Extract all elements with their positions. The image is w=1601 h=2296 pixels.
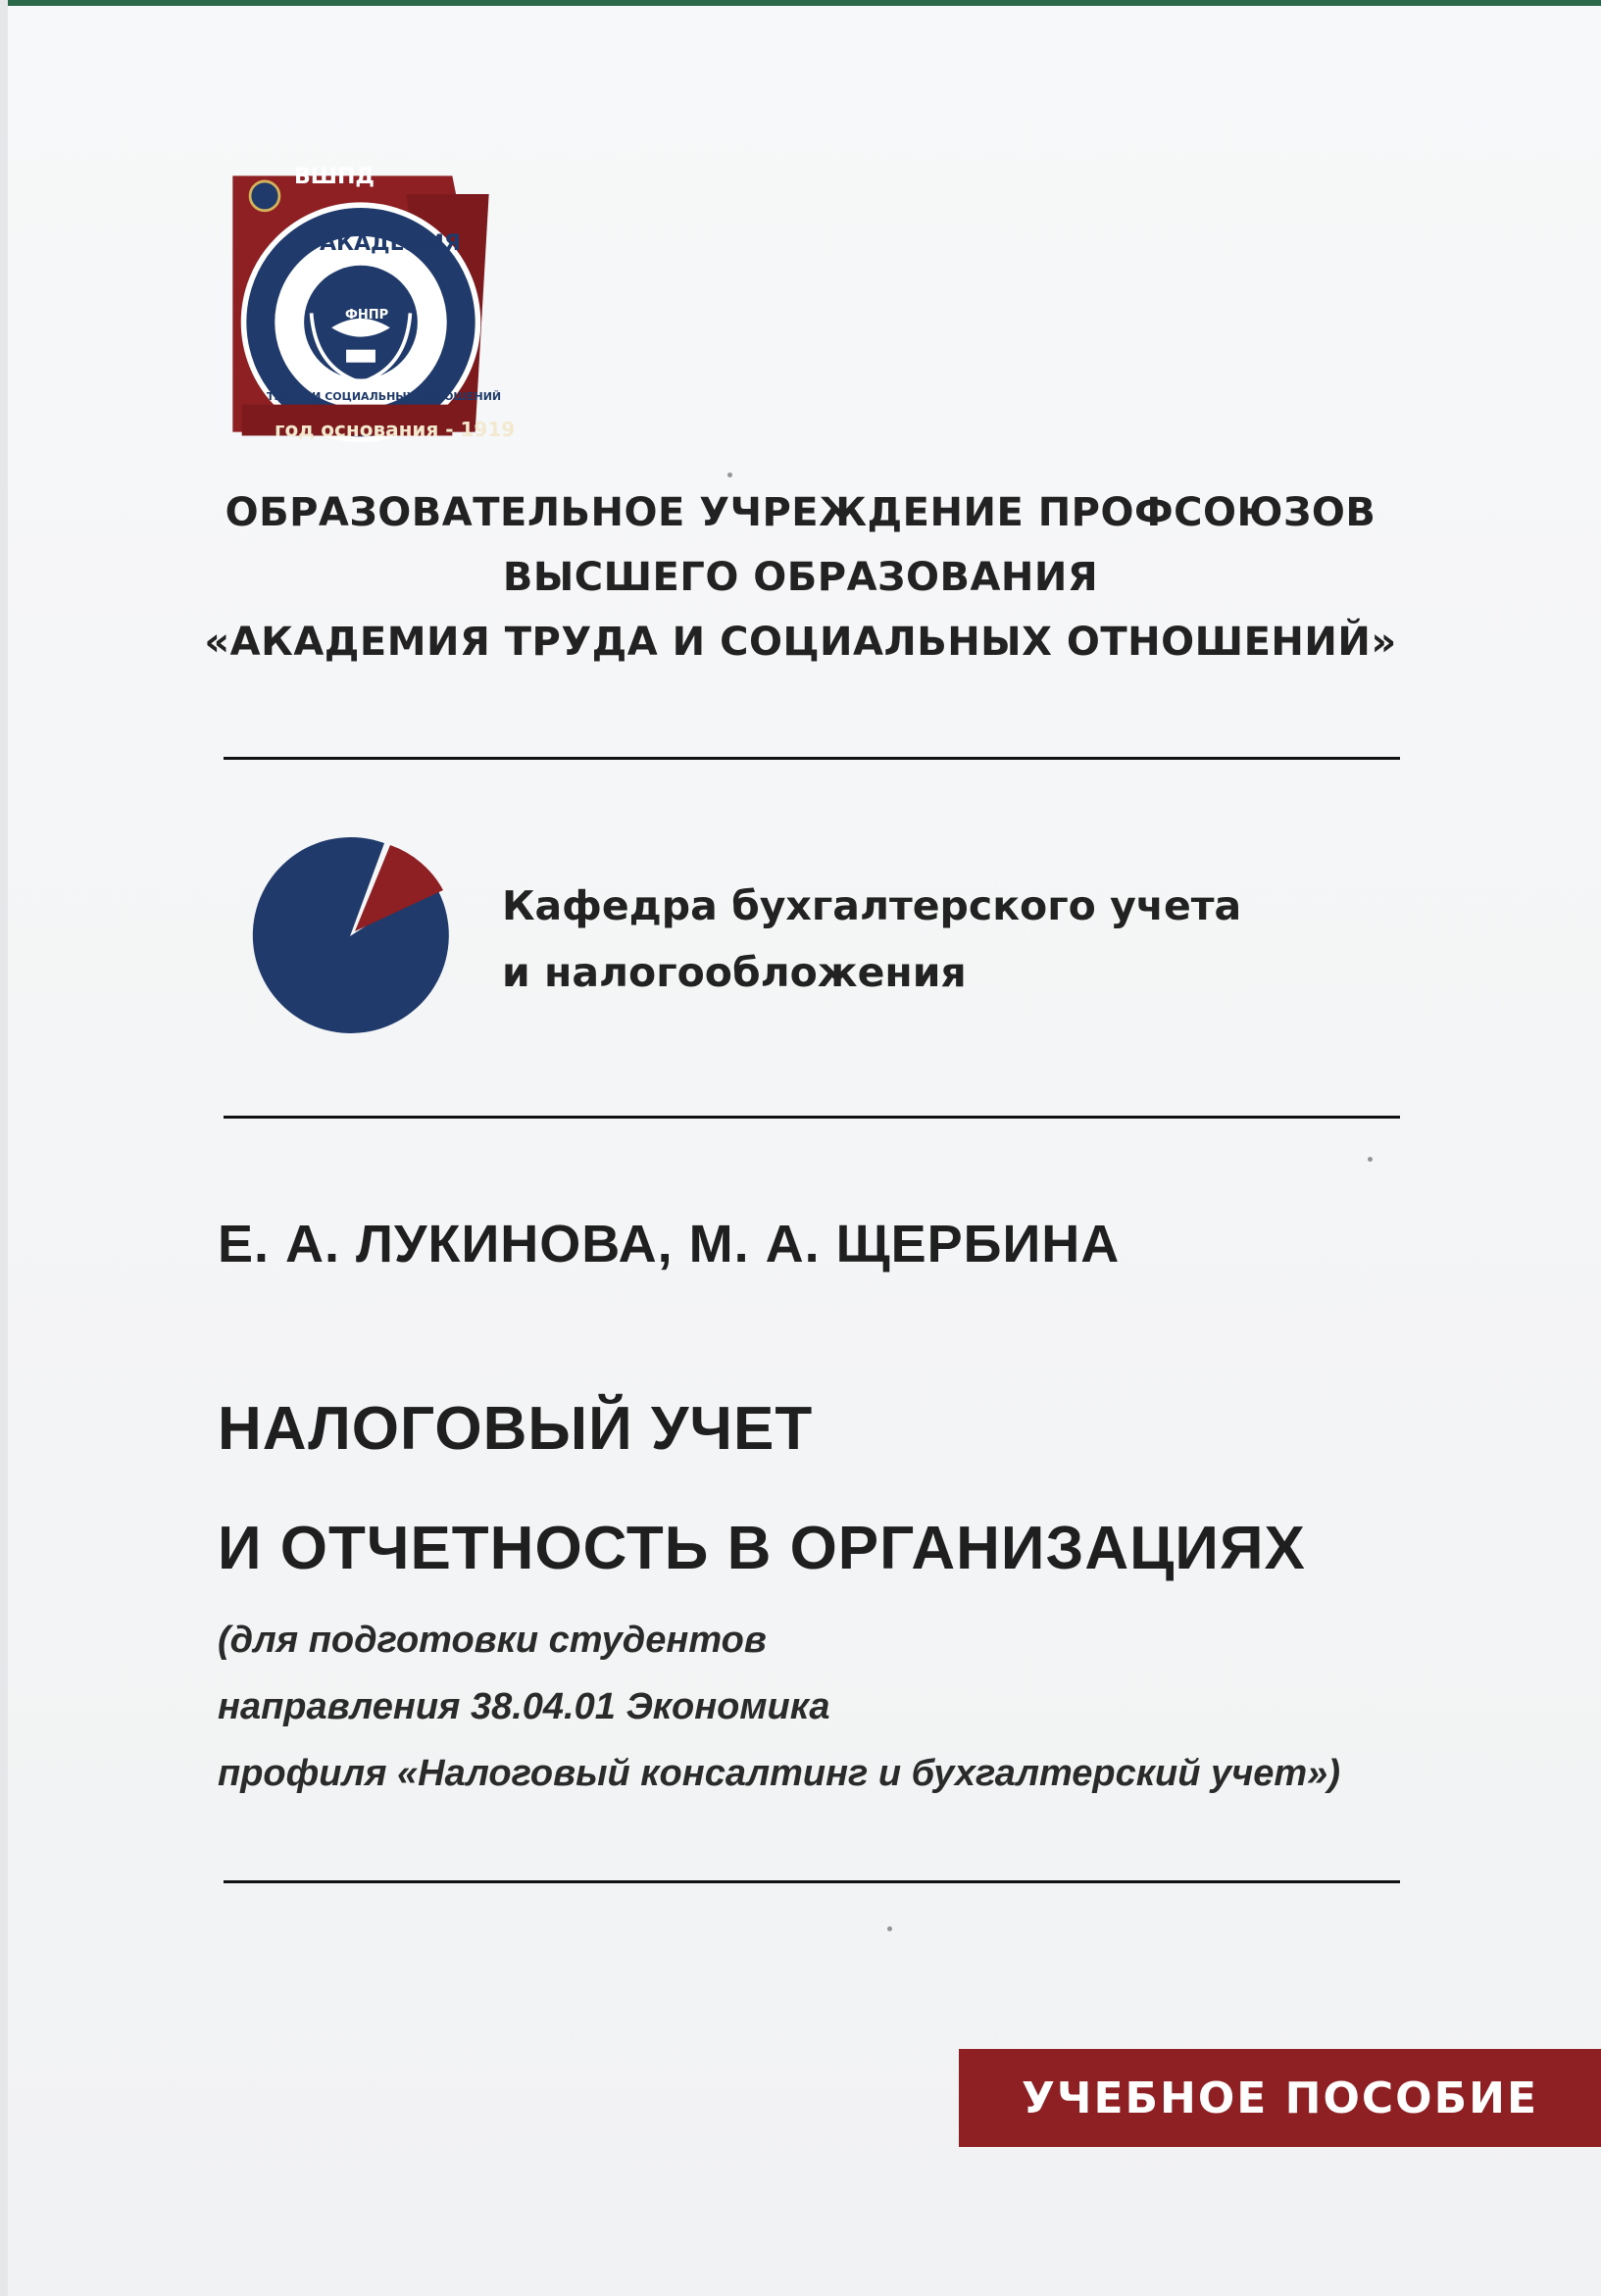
emblem-founded: год основания - 1919 xyxy=(275,418,516,441)
institution-line-1: ОБРАЗОВАТЕЛЬНОЕ УЧРЕЖДЕНИЕ ПРОФСОЮЗОВ xyxy=(225,490,1376,535)
department-line-2: и налогообложения xyxy=(502,949,967,996)
emblem-top-label: ВШПД xyxy=(294,165,375,189)
academy-emblem xyxy=(224,147,518,461)
divider-rule xyxy=(224,1116,1400,1119)
subtitle-line-1: (для подготовки студентов xyxy=(218,1620,767,1661)
department-line-1: Кафедра бухгалтерского учета xyxy=(502,882,1242,929)
print-speck xyxy=(727,473,732,477)
cover-left-edge xyxy=(0,0,8,2296)
subtitle-line-2: направления 38.04.01 Экономика xyxy=(218,1686,830,1727)
textbook-badge xyxy=(959,2049,1601,2147)
emblem-center-label: ФНПР xyxy=(345,308,389,323)
subtitle-line-3: профиля «Налоговый консалтинг и бухгалтерский учет») xyxy=(218,1753,1340,1794)
pie-chart-icon xyxy=(247,833,453,1039)
badge-label: УЧЕБНОЕ ПОСОБИЕ xyxy=(1021,2072,1539,2123)
institution-line-3: «АКАДЕМИЯ ТРУДА И СОЦИАЛЬНЫХ ОТНОШЕНИЙ» xyxy=(204,620,1397,665)
divider-rule xyxy=(224,757,1400,760)
print-speck xyxy=(1368,1157,1373,1162)
emblem-graphic xyxy=(224,147,498,461)
divider-rule xyxy=(224,1880,1400,1883)
emblem-ring-top: АКАДЕМИЯ xyxy=(320,231,461,256)
print-speck xyxy=(887,1926,892,1931)
authors: Е. А. ЛУКИНОВА, М. А. ЩЕРБИНА xyxy=(218,1215,1121,1273)
cover-top-edge xyxy=(0,0,1601,6)
book-title-line-2: И ОТЧЕТНОСТЬ В ОРГАНИЗАЦИЯХ xyxy=(218,1515,1306,1582)
institution-line-2: ВЫСШЕГО ОБРАЗОВАНИЯ xyxy=(502,555,1099,600)
book-title-line-1: НАЛОГОВЫЙ УЧЕТ xyxy=(218,1395,814,1463)
emblem-ring-bottom: ТРУДА И СОЦИАЛЬНЫХ ОТНОШЕНИЙ xyxy=(267,390,502,403)
